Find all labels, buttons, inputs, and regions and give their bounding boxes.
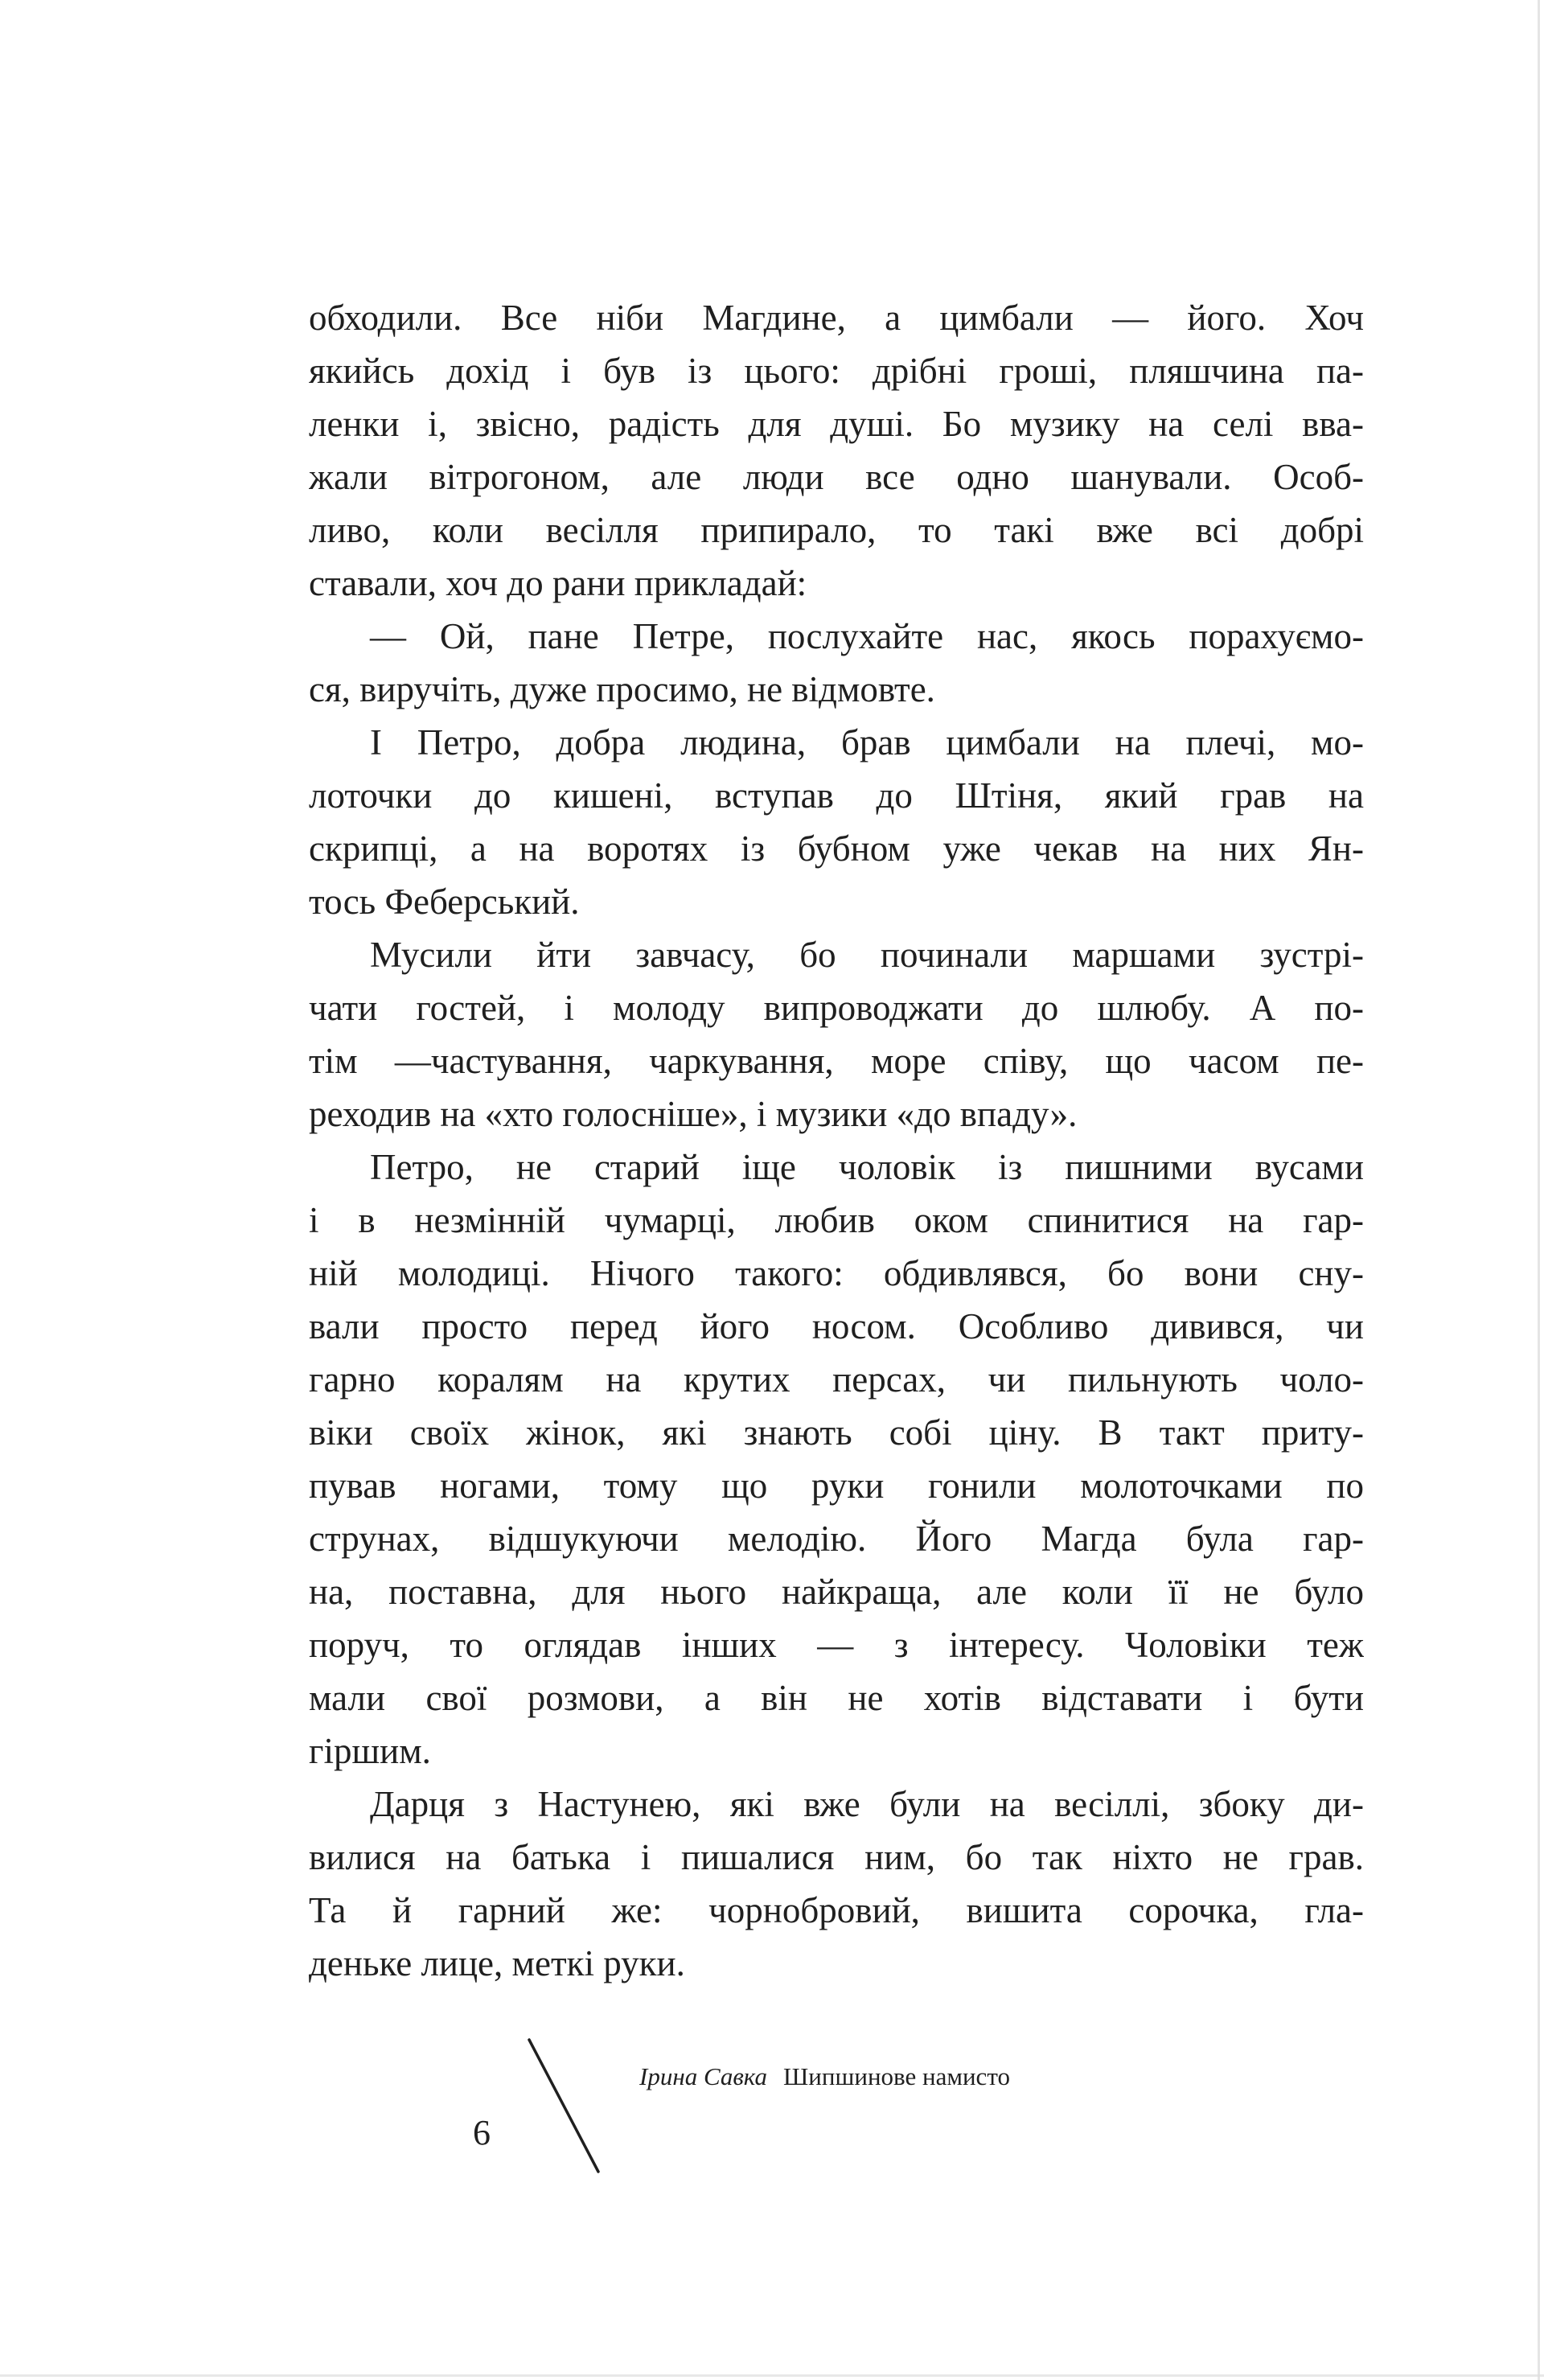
footer-slash-line [524, 2035, 605, 2180]
text-line: Та й гарний же: чорнобровий, вишита сорочка, гла- [309, 1890, 1364, 1930]
footer-author: Ірина Савка [639, 2062, 768, 2090]
text-line: Мусили йти завчасу, бо починали маршами зустрі- [370, 935, 1364, 975]
text-line: І Петро, добра людина, брав цимбали на плечі, мо- [370, 722, 1364, 763]
text-line: гарно коралям на крутих персах, чи пильнують чоло- [309, 1359, 1364, 1400]
text-line: — Ой, пане Петре, послухайте нас, якось порахуємо- [370, 616, 1364, 656]
text-line: ся, виручіть, дуже просимо, не відмовте. [309, 669, 935, 709]
text-line: лоточки до кишені, вступав до Штіня, який грав на [309, 775, 1364, 816]
text-line: Петро, не старий іще чоловік із пишними вусами [370, 1147, 1364, 1187]
paragraph [309, 610, 1364, 716]
running-footer [639, 2061, 1010, 2093]
text-line: віки своїх жінок, які знають собі ціну. В такт приту- [309, 1412, 1364, 1453]
text-line: Дарця з Настунею, які вже були на весіллі, збоку ди- [370, 1784, 1364, 1824]
text-line: обходили. Все ніби Магдине, а цимбали — його. Хоч [309, 298, 1364, 338]
page-number: 6 [473, 2113, 491, 2152]
page-scan-edge-right [1538, 0, 1540, 2380]
text-line: скрипці, а на воротях із бубном уже чекав на них Ян- [309, 828, 1364, 869]
text-line: реходив на «хто голосніше», і музики «до впаду». [309, 1094, 1078, 1134]
text-line: жали вітрогоном, але люди все одно шанували. Особ- [309, 457, 1364, 497]
paragraph [309, 291, 1364, 610]
paragraph [309, 1141, 1364, 1778]
text-line: струнах, відшукуючи мелодію. Його Магда була гар- [309, 1519, 1364, 1559]
text-line: ливо, коли весілля припирало, то такі вже всі добрі [309, 510, 1364, 550]
text-line: ній молодиці. Нічого такого: обдивлявся, бо вони сну- [309, 1253, 1364, 1293]
footer-book-title: Шипшинове намисто [783, 2062, 1010, 2090]
paragraph [309, 716, 1364, 928]
paragraph [309, 1778, 1364, 1990]
text-line: поруч, то оглядав інших — з інтересу. Чоловіки теж [309, 1625, 1364, 1665]
text-line: на, поставна, для нього найкраща, але коли її не було [309, 1572, 1364, 1612]
page-scan-edge-bottom [0, 2374, 1544, 2377]
text-line: чати гостей, і молоду випроводжати до шлюбу. А по- [309, 988, 1364, 1028]
paragraph [309, 928, 1364, 1141]
text-line: гіршим. [309, 1731, 431, 1771]
text-line: пував ногами, тому що руки гонили молоточками по [309, 1465, 1364, 1506]
text-line: якийсь дохід і був із цього: дрібні гроші, пляшчина па- [309, 351, 1364, 391]
text-line: тось Феберський. [309, 882, 580, 922]
text-line: вали просто перед його носом. Особливо дивився, чи [309, 1306, 1364, 1346]
text-line: мали свої розмови, а він не хотів відставати і бути [309, 1678, 1364, 1718]
text-line: деньке лице, меткі руки. [309, 1943, 685, 1983]
text-line: ставали, хоч до рани прикладай: [309, 563, 807, 603]
text-line: тім —частування, чаркування, море співу, що часом пе- [309, 1041, 1364, 1081]
text-line: вилися на батька і пишалися ним, бо так ніхто не грав. [309, 1837, 1364, 1877]
text-line: ленки і, звісно, радість для душі. Бо музику на селі вва- [309, 404, 1364, 444]
text-line: і в незмінній чумарці, любив оком спинитися на гар- [309, 1200, 1364, 1240]
page-body-text [309, 291, 1364, 1990]
